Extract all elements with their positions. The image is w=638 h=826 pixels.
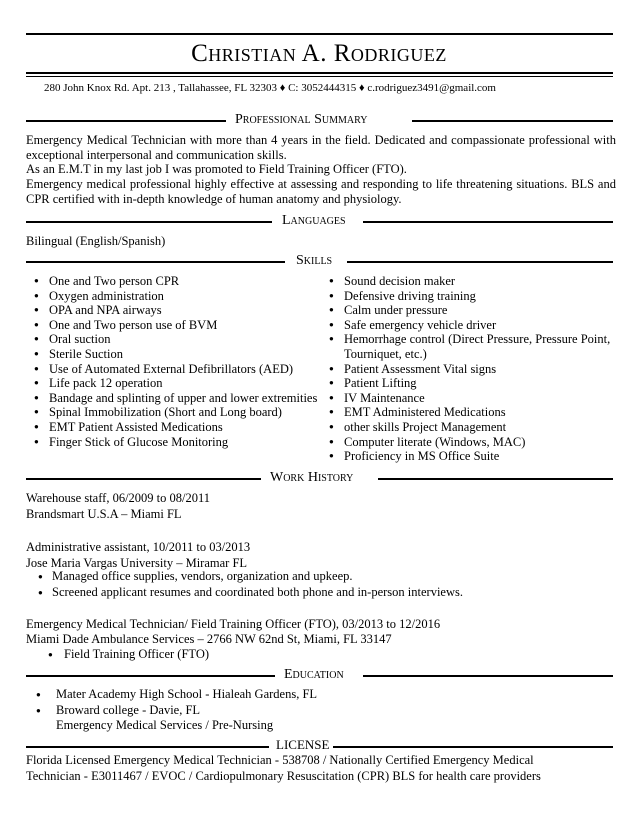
job-2-title: Administrative assistant, 10/2011 to 03/2013 [26,540,251,554]
list-item: ● Bandage and splinting of upper and lower extremities [34,391,317,406]
list-item: ● Finger Stick of Glucose Monitoring [34,435,317,450]
bullet-icon: ● [36,690,41,699]
section-title-work: Work History [266,470,357,486]
summary-rule-right [412,120,613,122]
work-rule-left [26,478,261,480]
list-item: ● Defensive driving training [329,289,610,304]
list-item: ● Calm under pressure [329,303,610,318]
job-3-title: Emergency Medical Technician/ Field Training Officer (FTO), 03/2013 to 12/2016 [26,617,441,631]
list-item: ● Spinal Immobilization (Short and Long board) [34,405,317,420]
education-school-2: Broward college - Davie, FL [56,703,201,717]
job-1-employer: Brandsmart U.S.A – Miami FL [26,507,182,521]
job-3-duty-1: Field Training Officer (FTO) [64,647,210,661]
bullet-icon: ● [38,572,43,581]
top-rule [26,33,613,35]
skills-rule-right [347,261,613,263]
job-3-employer: Miami Dade Ambulance Services – 2766 NW 62nd St, Miami, FL 33147 [26,632,392,646]
languages-text: Bilingual (English/Spanish) [26,234,166,248]
languages-rule-right [363,221,613,223]
bullet-icon: ● [36,706,41,715]
list-item [329,332,610,361]
job-2-duty-2: Screened applicant resumes and coordinated both phone and in-person interviews. [52,585,463,599]
job-1-title: Warehouse staff, 06/2009 to 08/2011 [26,491,211,505]
summary-paragraph-3: Emergency medical professional highly effective at assessing and responding to life threatening situations. BLS and CPR certified with in-depth knowledge of human anatomy and physiology. [26,177,616,206]
bullet-icon: ● [48,650,53,659]
license-rule-left [26,746,269,748]
list-item: ● OPA and NPA airways [34,303,317,318]
job-2-employer: Jose Maria Vargas University – Miramar FL [26,556,248,570]
section-title-license: LICENSE [272,737,333,753]
list-item: ● One and Two person CPR [34,274,317,289]
skills-list-right [329,274,610,464]
name-rule-upper [26,72,613,74]
list-item-continuation: Tourniquet, etc.) [344,346,427,361]
section-title-languages: Languages [278,213,350,229]
languages-rule-left [26,221,272,223]
list-item-text: Hemorrhage control (Direct Pressure, Pressure Point, [344,332,611,347]
list-item: ● EMT Patient Assisted Medications [34,420,317,435]
list-item: ● Computer literate (Windows, MAC) [329,435,610,450]
list-item: ● EMT Administered Medications [329,405,610,420]
skills-rule-left [26,261,285,263]
contact-line: 280 John Knox Rd. Apt. 213 , Tallahassee, FL 32303 ♦ C: 3052444315 ♦ c.rodriguez3491@gmail.com [44,82,496,94]
candidate-name: Christian A. Rodriguez [191,40,447,67]
skills-list-left [34,274,317,449]
list-item: ● Sound decision maker [329,274,610,289]
job-2-duty-1: Managed office supplies, vendors, organization and upkeep. [52,569,353,583]
work-rule-right [378,478,613,480]
list-item: ● Oral suction [34,332,317,347]
list-item: ● Oxygen administration [34,289,317,304]
education-rule-left [26,675,275,677]
education-school-1: Mater Academy High School - Hialeah Gardens, FL [56,687,318,701]
list-item: ● Proficiency in MS Office Suite [329,449,610,464]
list-item: ● Life pack 12 operation [34,376,317,391]
license-rule-right [332,746,613,748]
summary-paragraph-1: Emergency Medical Technician with more than 4 years in the field. Dedicated and compassionate professional with exceptional interpersonal and communication skills. [26,133,616,162]
section-title-skills: Skills [292,253,336,269]
name-rule-lower [26,76,613,77]
list-item: ● One and Two person use of BVM [34,318,317,333]
education-rule-right [363,675,613,677]
list-item: ● Use of Automated External Defibrillators (AED) [34,362,317,377]
section-title-summary: Professional Summary [231,112,371,128]
license-line-1: Florida Licensed Emergency Medical Technician - 538708 / Nationally Certified Emergency Medical [26,753,534,767]
list-item: ● other skills Project Management [329,420,610,435]
summary-paragraph-2: As an E.M.T in my last job I was promoted to Field Training Officer (FTO). [26,162,407,176]
education-program: Emergency Medical Services / Pre-Nursing [56,718,274,732]
summary-rule-left [26,120,226,122]
bullet-icon: ● [38,588,43,597]
list-item: ● Patient Lifting [329,376,610,391]
list-item: ● Sterile Suction [34,347,317,362]
list-item: ● IV Maintenance [329,391,610,406]
section-title-education: Education [280,667,348,683]
list-item: ● Patient Assessment Vital signs [329,362,610,377]
license-line-2: Technician - E3011467 / EVOC / Cardiopulmonary Resuscitation (CPR) BLS for health care providers [26,769,541,783]
list-item: ● Safe emergency vehicle driver [329,318,610,333]
